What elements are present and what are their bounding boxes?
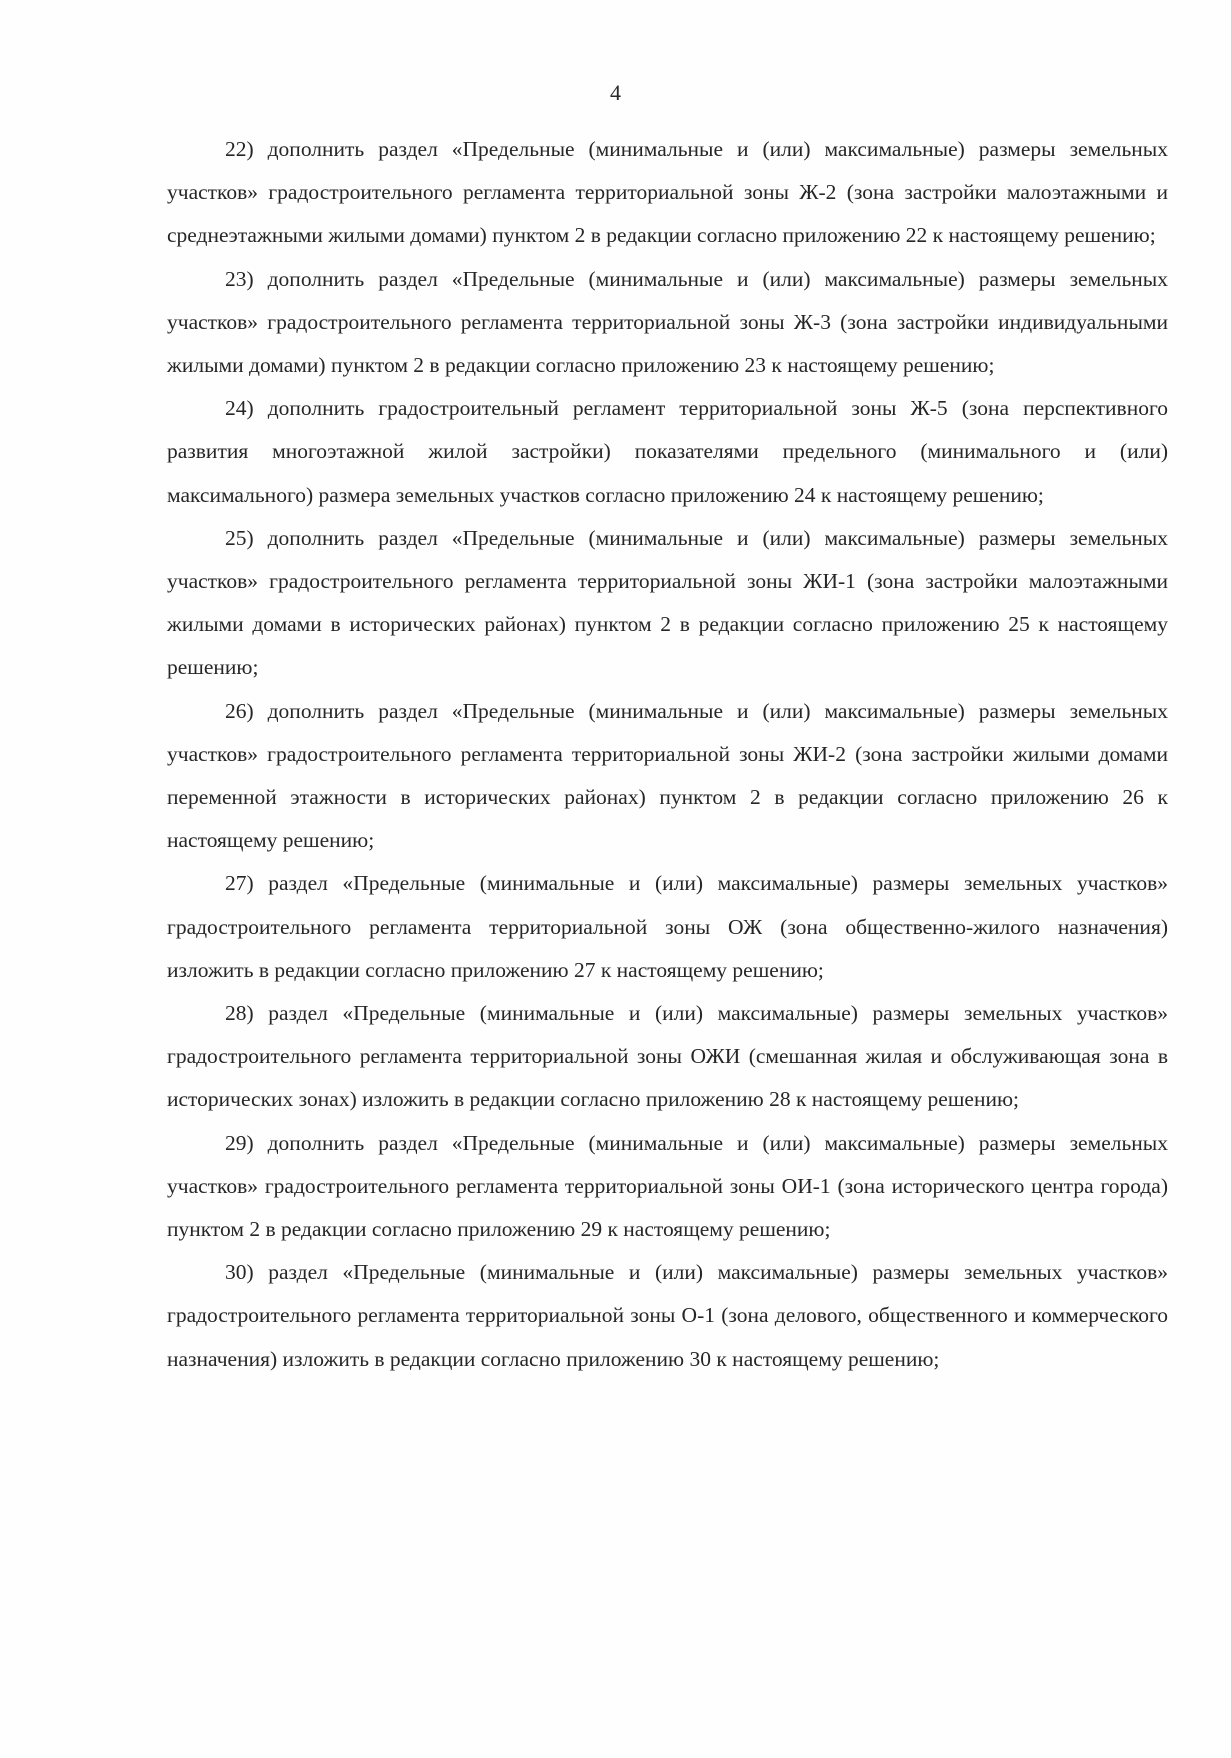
page-number: 4 bbox=[610, 80, 621, 105]
list-item-24: 24) дополнить градостроительный регламент территориальной зоны Ж-5 (зона перспективного развития многоэтажной жилой застройки) показателями предельного (минимального и (или) максимального) размера земельных участков согласно приложению 24 к настоящему решению; bbox=[167, 396, 1168, 507]
list-item-29: 29) дополнить раздел «Предельные (минимальные и (или) максимальные) размеры земельных участков» градостроительного регламента территориальной зоны ОИ-1 (зона исторического центра города) пунктом 2 в редакции согласно приложению 29 к настоящему решению; bbox=[167, 1130, 1168, 1242]
list-item-26: 26) дополнить раздел «Предельные (минимальные и (или) максимальные) размеры земельных участков» градостроительного регламента территориальной зоны ЖИ-2 (зона застройки жилыми домами переменной этажности в исторических районах) пунктом 2 в редакции согласно приложению 26 к настоящему решению; bbox=[167, 698, 1168, 853]
list-item-23: 23) дополнить раздел «Предельные (минимальные и (или) максимальные) размеры земельных участков» градостроительного регламента территориальной зоны Ж-3 (зона застройки индивидуальными жилыми домами) пунктом 2 в редакции согласно приложению 23 к настоящему решению; bbox=[167, 266, 1168, 378]
list-item-28: 28) раздел «Предельные (минимальные и (или) максимальные) размеры земельных участков» градостроительного регламента территориальной зоны ОЖИ (смешанная жилая и обслуживающая зона в исторических зонах) изложить в редакции согласно приложению 28 к настоящему решению; bbox=[167, 1001, 1168, 1112]
document-body bbox=[167, 128, 1168, 1381]
list-item-22: 22) дополнить раздел «Предельные (минимальные и (или) максимальные) размеры земельных участков» градостроительного регламента территориальной зоны Ж-2 (зона застройки малоэтажными и среднеэтажными жилыми домами) пунктом 2 в редакции согласно приложению 22 к настоящему решению; bbox=[167, 137, 1168, 248]
list-item-30: 30) раздел «Предельные (минимальные и (или) максимальные) размеры земельных участков» градостроительного регламента территориальной зоны О-1 (зона делового, общественного и коммерческого назначения) изложить в редакции согласно приложению 30 к настоящему решению; bbox=[167, 1260, 1168, 1371]
list-item-27: 27) раздел «Предельные (минимальные и (или) максимальные) размеры земельных участков» градостроительного регламента территориальной зоны ОЖ (зона общественно-жилого назначения) изложить в редакции согласно приложению 27 к настоящему решению; bbox=[167, 871, 1168, 982]
list-item-25: 25) дополнить раздел «Предельные (минимальные и (или) максимальные) размеры земельных участков» градостроительного регламента территориальной зоны ЖИ-1 (зона застройки малоэтажными жилыми домами в исторических районах) пунктом 2 в редакции согласно приложению 25 к настоящему решению; bbox=[167, 525, 1168, 680]
